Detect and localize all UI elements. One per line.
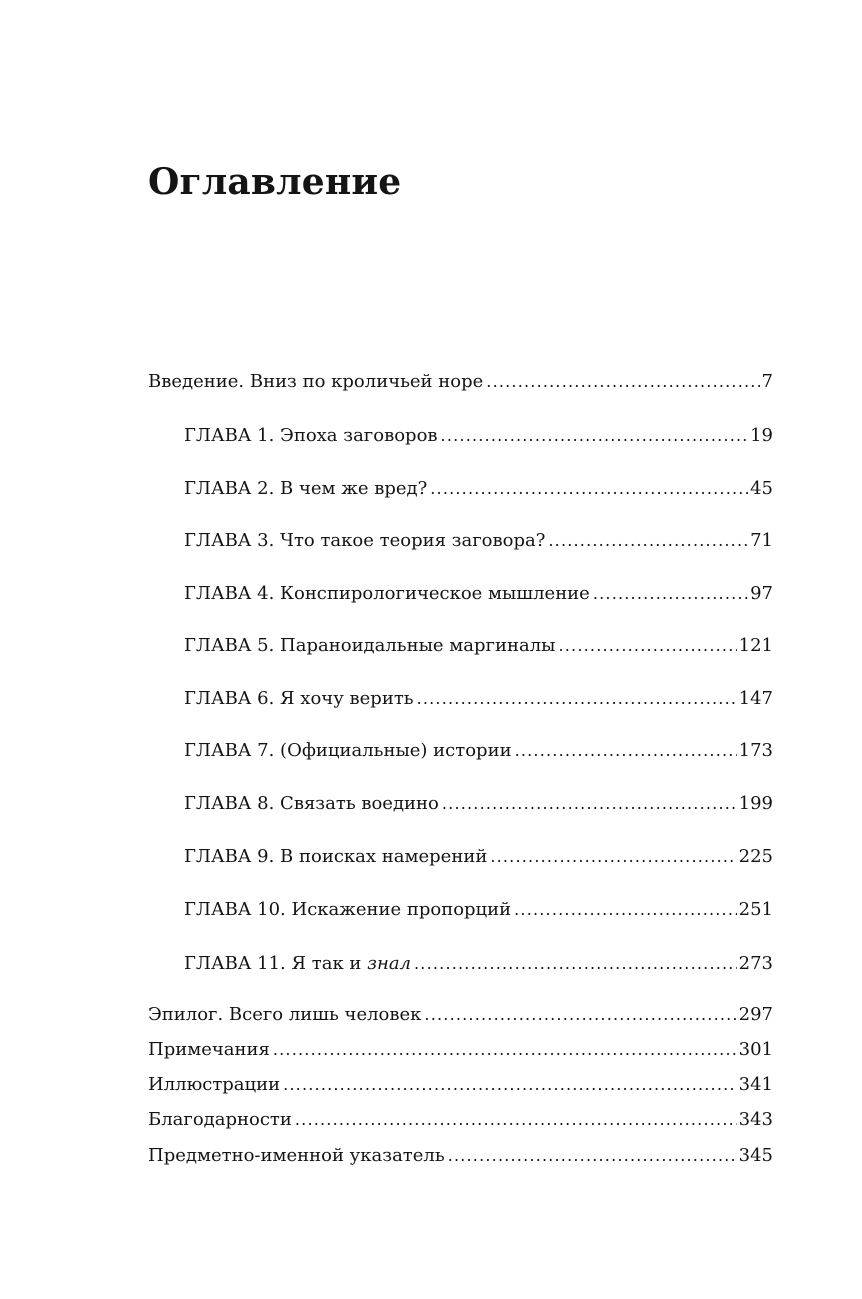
- toc-entry-page: 97: [750, 583, 773, 604]
- dot-leader: [514, 896, 737, 924]
- toc-entry-label: ГЛАВА 9. В поисках намерений: [184, 846, 488, 867]
- dot-leader: [283, 1071, 737, 1099]
- toc-entry-label: ГЛАВА 4. Конспирологическое мышление: [184, 583, 590, 604]
- toc-entry-chapter-6[interactable]: [184, 685, 773, 713]
- dot-leader: [548, 527, 748, 555]
- toc-entry-page: 341: [738, 1074, 773, 1095]
- toc-entry-index[interactable]: [148, 1142, 773, 1170]
- toc-entry-chapter-8[interactable]: [184, 790, 773, 818]
- toc-entry-page: 173: [738, 740, 773, 761]
- toc-entry-page: 19: [750, 425, 773, 446]
- dot-leader: [448, 1142, 737, 1170]
- toc-entry-page: 251: [738, 899, 773, 920]
- dot-leader: [414, 950, 737, 978]
- toc-entry-label: ГЛАВА 8. Связать воедино: [184, 793, 439, 814]
- toc-entry-page: 297: [738, 1004, 773, 1025]
- toc-entry-label: ГЛАВА 5. Параноидальные маргиналы: [184, 635, 556, 656]
- toc-entry-introduction[interactable]: [148, 368, 773, 396]
- toc-entry-chapter-3[interactable]: [184, 527, 773, 555]
- toc-entry-page: 147: [738, 688, 773, 709]
- toc-entry-page: 71: [750, 530, 773, 551]
- dot-leader: [490, 843, 736, 871]
- toc-entry-label: ГЛАВА 1. Эпоха заговоров: [184, 425, 438, 446]
- page-title: Оглавление: [148, 161, 402, 203]
- dot-leader: [515, 737, 737, 765]
- toc-entry-page: 273: [738, 953, 773, 974]
- toc-entry-label: ГЛАВА 3. Что такое теория заговора?: [184, 530, 546, 551]
- dot-leader: [295, 1106, 737, 1134]
- toc-entry-label: ГЛАВА 10. Искажение пропорций: [184, 899, 512, 920]
- toc-entry-chapter-7[interactable]: [184, 737, 773, 765]
- toc-entry-label: Введение. Вниз по кроличьей норе: [148, 371, 484, 392]
- toc-entry-chapter-11[interactable]: [184, 950, 773, 978]
- toc-entry-label-roman: ГЛАВА 11. Я так и: [184, 953, 368, 974]
- toc-entry-chapter-4[interactable]: [184, 580, 773, 608]
- toc-entry-page: 343: [738, 1109, 773, 1130]
- toc-entry-chapter-2[interactable]: [184, 475, 773, 503]
- dot-leader: [486, 368, 759, 396]
- toc-entry-label-italic: знал: [367, 953, 412, 974]
- toc-entry-label: Иллюстрации: [148, 1074, 281, 1095]
- toc-entry-page: 7: [761, 371, 773, 392]
- dot-leader: [417, 685, 737, 713]
- dot-leader: [441, 422, 749, 450]
- toc-entry-acknowledgements[interactable]: [148, 1106, 773, 1134]
- toc-entry-label: ГЛАВА 7. (Официальные) истории: [184, 740, 512, 761]
- dot-leader: [558, 632, 736, 660]
- toc-entry-label: Эпилог. Всего лишь человек: [148, 1004, 422, 1025]
- dot-leader: [430, 475, 748, 503]
- toc-entry-label: Примечания: [148, 1039, 270, 1060]
- toc-entry-chapter-5[interactable]: [184, 632, 773, 660]
- dot-leader: [593, 580, 748, 608]
- toc-entry-page: 225: [738, 846, 773, 867]
- toc-entry-page: 121: [738, 635, 773, 656]
- dot-leader: [424, 1001, 736, 1029]
- toc-entry-label: ГЛАВА 2. В чем же вред?: [184, 478, 428, 499]
- toc-entry-page: 45: [750, 478, 773, 499]
- toc-entry-label: Благодарности: [148, 1109, 292, 1130]
- toc-entry-label: ГЛАВА 6. Я хочу верить: [184, 688, 414, 709]
- toc-entry-page: 345: [738, 1145, 773, 1166]
- toc-entry-label: [184, 950, 414, 978]
- dot-leader: [442, 790, 737, 818]
- toc-entry-page: 199: [738, 793, 773, 814]
- toc-entry-chapter-1[interactable]: [184, 422, 773, 450]
- toc-entry-label: Предметно-именной указатель: [148, 1145, 445, 1166]
- toc-entry-notes[interactable]: [148, 1036, 773, 1064]
- toc-entry-illustrations[interactable]: [148, 1071, 773, 1099]
- dot-leader: [273, 1036, 737, 1064]
- toc-entry-page: 301: [738, 1039, 773, 1060]
- toc-entry-epilogue[interactable]: [148, 1001, 773, 1029]
- toc-entry-chapter-10[interactable]: [184, 896, 773, 924]
- toc-entry-chapter-9[interactable]: [184, 843, 773, 871]
